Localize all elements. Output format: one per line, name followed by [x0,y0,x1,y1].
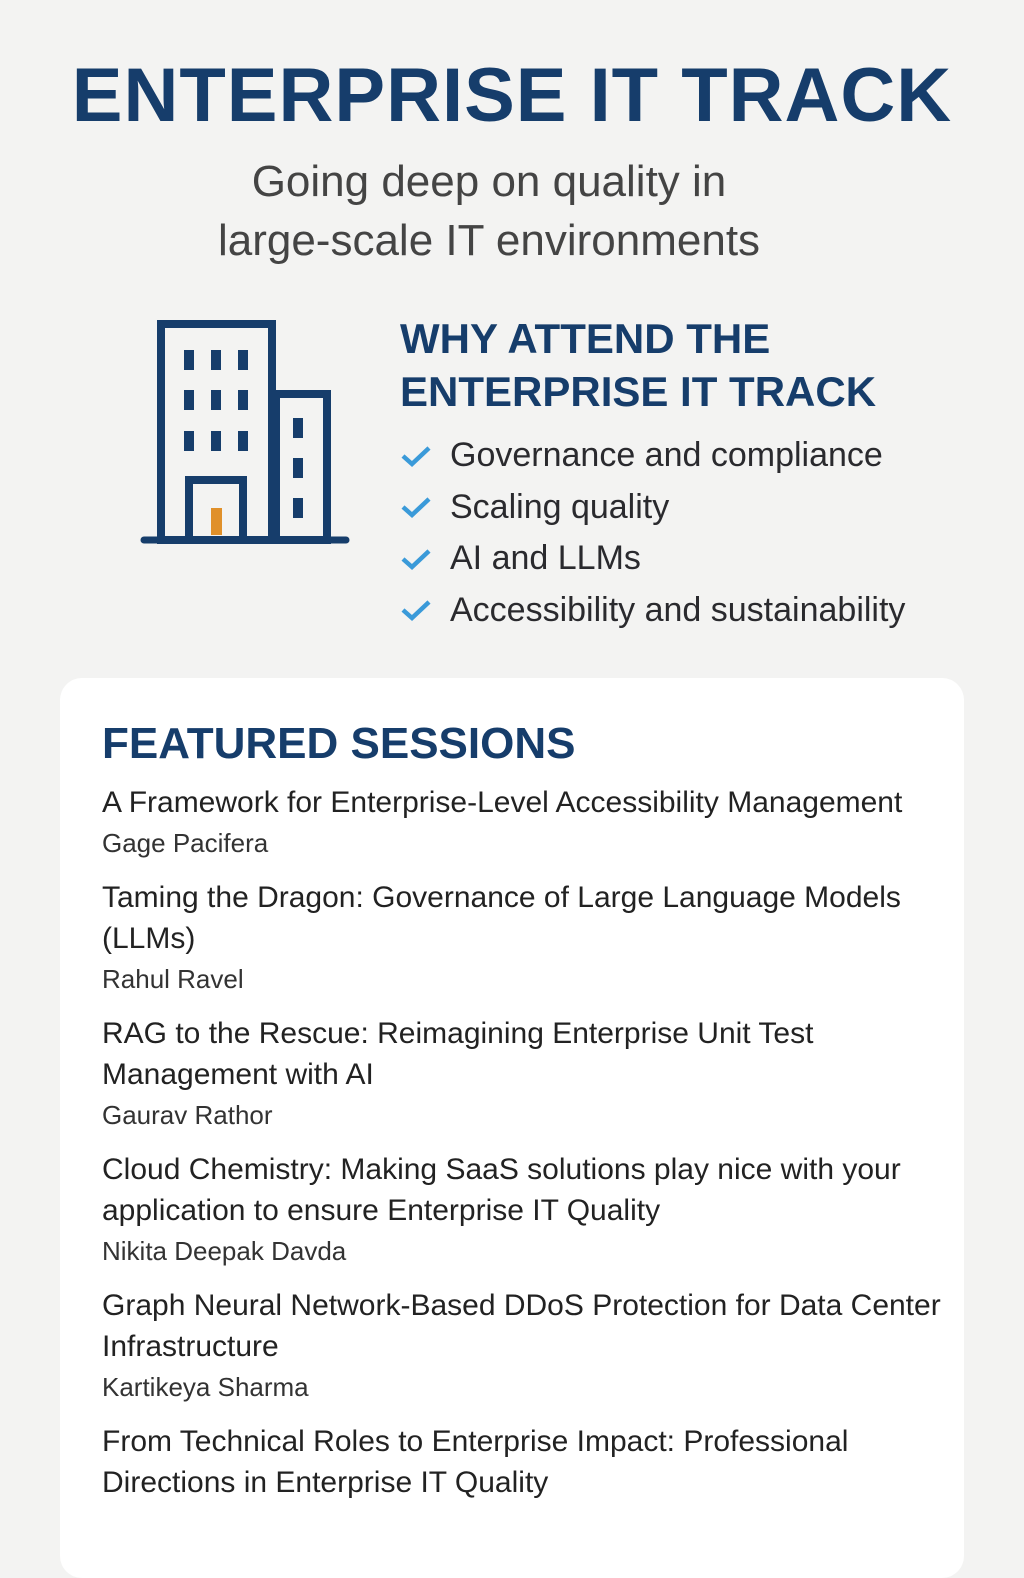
heading-line: ENTERPRISE IT TRACK [400,368,877,415]
session-speaker: Kartikeya Sharma [102,1372,309,1402]
featured-sessions-heading: FEATURED SESSIONS [102,719,576,768]
session-speaker: Rahul Ravel [102,964,244,994]
session-item [102,1421,942,1503]
session-speaker: Gage Pacifera [102,828,269,858]
benefit-label: Accessibility and sustainability [450,590,906,629]
benefit-label: AI and LLMs [450,539,641,578]
subtitle-line: Going deep on quality in [251,157,727,206]
session-title: From Technical Roles to Enterprise Impact: Professional Directions in Enterprise IT Quality [102,1425,849,1499]
building-icon [138,316,354,548]
session-title: Graph Neural Network-Based DDoS Protection for Data Center Infrastructure [102,1289,941,1363]
session-item [102,877,942,1000]
session-title: RAG to the Rescue: Reimagining Enterprise Unit Test Management with AI [102,1017,814,1091]
benefit-label: Scaling quality [450,487,670,526]
benefit-label: Governance and compliance [450,436,883,475]
session-speaker: Nikita Deepak Davda [102,1236,347,1266]
featured-sessions-card [60,678,964,1578]
session-title: Taming the Dragon: Governance of Large Language Models (LLMs) [102,881,901,955]
benefit-item [400,533,905,585]
subtitle-line: large-scale IT environments [217,216,761,265]
sessions-list [102,782,942,1503]
why-attend-heading [400,312,905,418]
benefit-item [400,482,905,534]
session-item [102,782,942,864]
benefit-item [400,430,905,482]
check-icon [400,444,432,468]
subtitle [0,152,978,270]
heading-line: WHY ATTEND THE [400,315,771,362]
why-attend-section [400,312,905,636]
session-speaker: Gaurav Rathor [102,1100,273,1130]
check-icon [400,495,432,519]
check-icon [400,598,432,622]
check-icon [400,547,432,571]
benefits-list [400,430,905,636]
session-item [102,1149,942,1272]
benefit-item [400,585,905,637]
page-title: ENTERPRISE IT TRACK [71,53,953,138]
session-item [102,1013,942,1136]
session-title: A Framework for Enterprise-Level Accessibility Management [102,786,903,819]
session-title: Cloud Chemistry: Making SaaS solutions play nice with your application to ensure Enterprise IT Quality [102,1153,901,1227]
session-item [102,1285,942,1408]
